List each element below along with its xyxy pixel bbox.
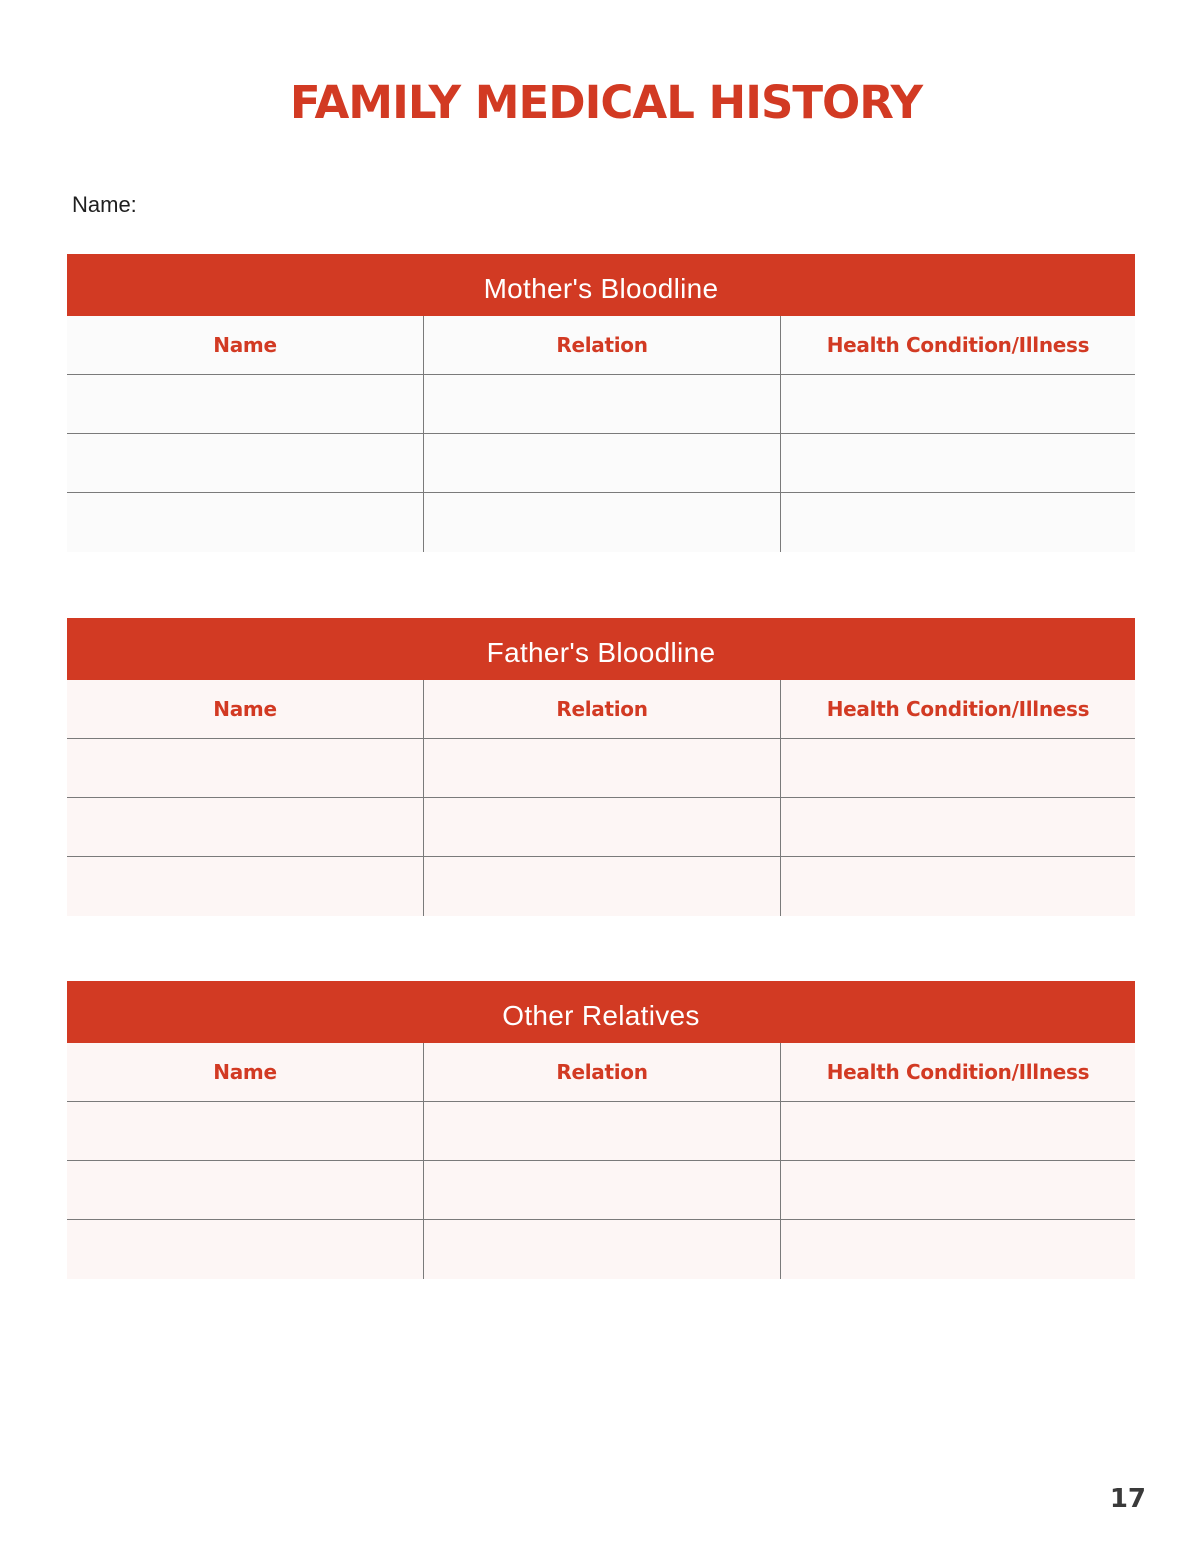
name-cell[interactable] <box>67 1220 423 1279</box>
relation-cell[interactable] <box>423 493 780 552</box>
health-condition-cell[interactable] <box>780 1102 1135 1161</box>
mothers-bloodline-table <box>67 254 1135 552</box>
column-header-relation: Relation <box>423 1043 780 1102</box>
relation-cell[interactable] <box>423 1220 780 1279</box>
column-header-health-condition: Health Condition/Illness <box>780 680 1135 739</box>
column-header-name: Name <box>67 1043 423 1102</box>
column-header-name: Name <box>67 316 423 375</box>
name-cell[interactable] <box>67 493 423 552</box>
section-heading: Other Relatives <box>67 981 1135 1043</box>
health-condition-cell[interactable] <box>780 434 1135 493</box>
relation-cell[interactable] <box>423 1102 780 1161</box>
relation-cell[interactable] <box>423 857 780 916</box>
health-condition-cell[interactable] <box>780 857 1135 916</box>
name-cell[interactable] <box>67 434 423 493</box>
other-relatives-table <box>67 981 1135 1279</box>
name-cell[interactable] <box>67 857 423 916</box>
name-cell[interactable] <box>67 1102 423 1161</box>
health-condition-cell[interactable] <box>780 493 1135 552</box>
health-condition-cell[interactable] <box>780 375 1135 434</box>
name-cell[interactable] <box>67 1161 423 1220</box>
health-condition-cell[interactable] <box>780 798 1135 857</box>
health-condition-cell[interactable] <box>780 1161 1135 1220</box>
page-number: 17 <box>1109 1484 1146 1514</box>
column-header-relation: Relation <box>423 316 780 375</box>
relation-cell[interactable] <box>423 434 780 493</box>
fathers-bloodline-table <box>67 618 1135 916</box>
name-cell[interactable] <box>67 739 423 798</box>
health-condition-cell[interactable] <box>780 1220 1135 1279</box>
relation-cell[interactable] <box>423 798 780 857</box>
section-heading: Father's Bloodline <box>67 618 1135 680</box>
column-header-relation: Relation <box>423 680 780 739</box>
relation-cell[interactable] <box>423 375 780 434</box>
column-header-name: Name <box>67 680 423 739</box>
name-cell[interactable] <box>67 798 423 857</box>
health-condition-cell[interactable] <box>780 739 1135 798</box>
column-header-health-condition: Health Condition/Illness <box>780 316 1135 375</box>
relation-cell[interactable] <box>423 1161 780 1220</box>
page-title: FAMILY MEDICAL HISTORY <box>289 76 923 129</box>
relation-cell[interactable] <box>423 739 780 798</box>
section-heading: Mother's Bloodline <box>67 254 1135 316</box>
column-header-health-condition: Health Condition/Illness <box>780 1043 1135 1102</box>
name-cell[interactable] <box>67 375 423 434</box>
name-label: Name: <box>72 192 137 217</box>
